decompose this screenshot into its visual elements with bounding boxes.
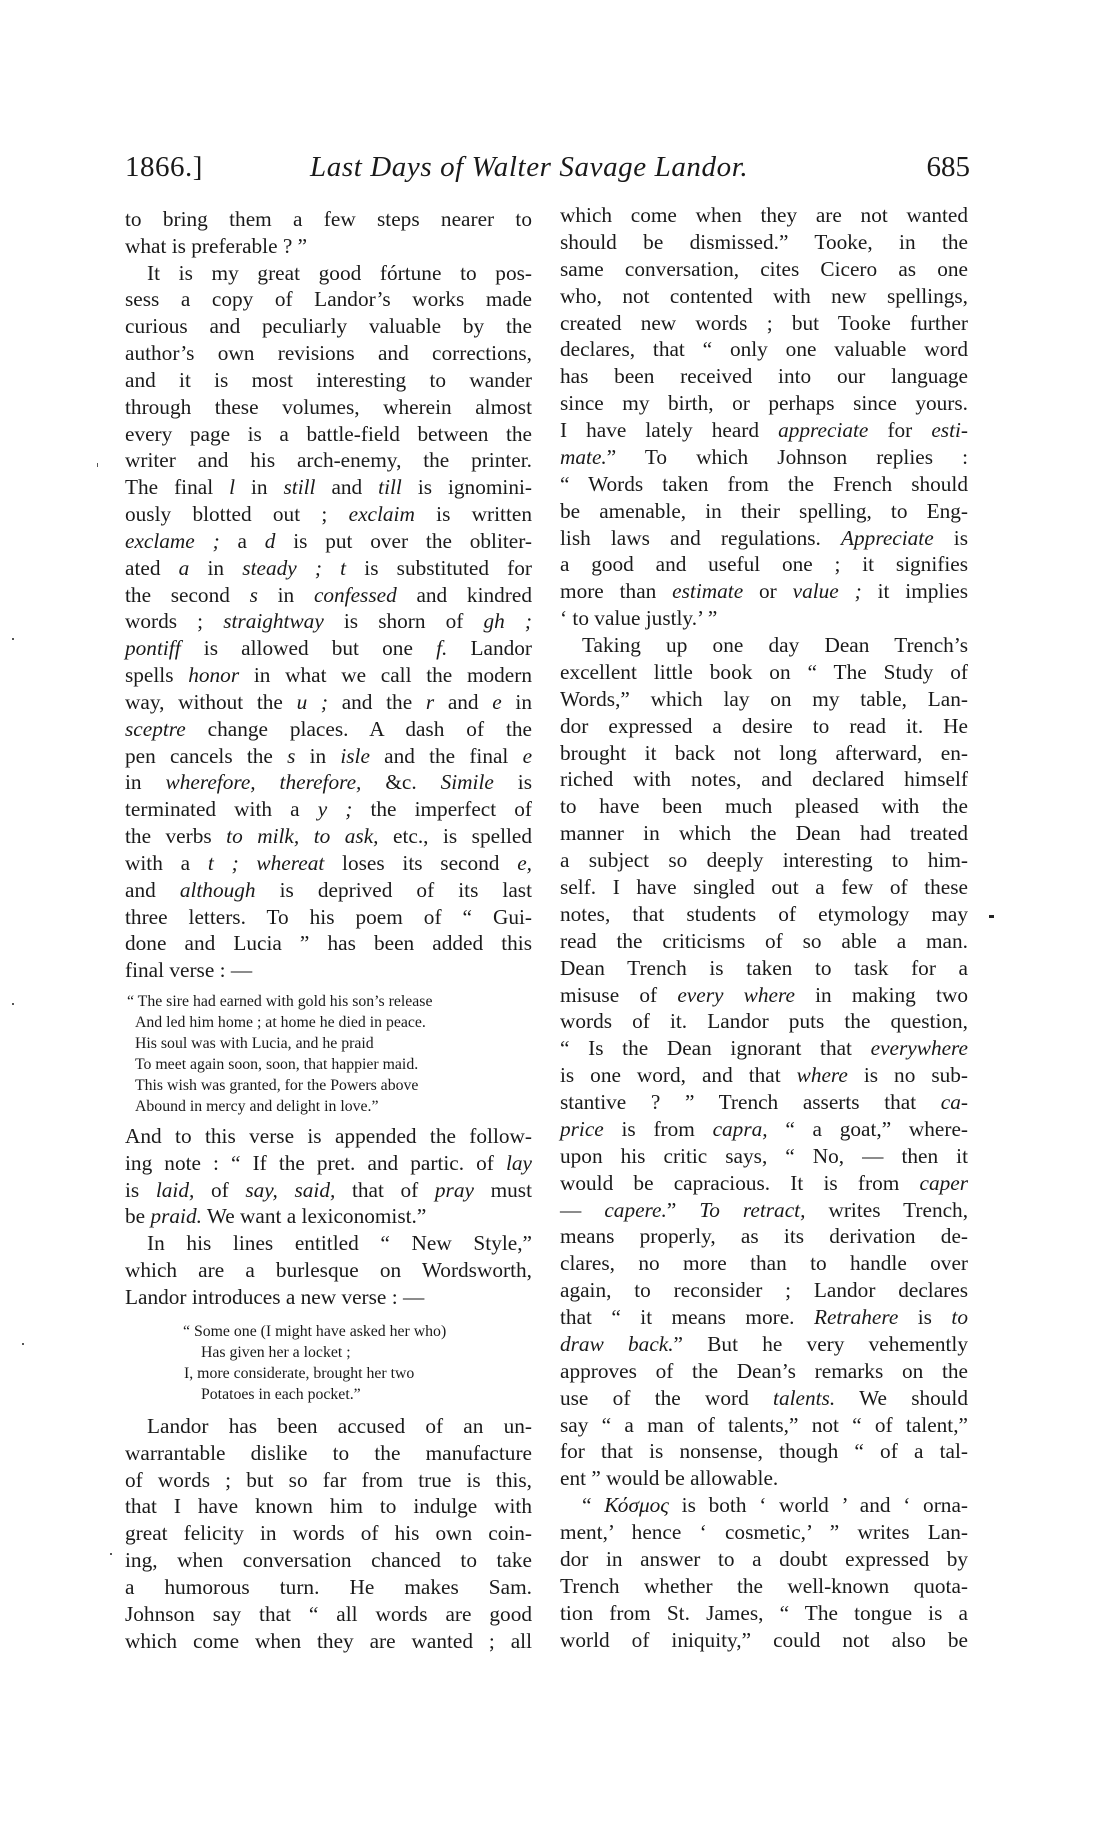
text-line: which come when they are not wanted (560, 203, 968, 227)
text-line: is laid, of say, said, that of pray must (125, 1177, 533, 1202)
text-line: through these volumes, wherein almost (125, 394, 532, 419)
text-line: “ Words taken from the French should (560, 471, 968, 496)
text-line: use of the word talents. We should (560, 1385, 968, 1410)
scan-speck (97, 463, 98, 467)
text-line: brought it back not long afterward, en- (560, 740, 968, 765)
poem-line: I, more considerate, brought her two (184, 1365, 415, 1382)
text-line: stantive ? ” Trench asserts that ca- (560, 1090, 968, 1115)
text-line: In his lines entitled “ New Style,” (147, 1231, 532, 1256)
text-line: ment,’ hence ‘ cosmetic,’ ” writes Lan- (560, 1520, 968, 1545)
text-line: — capere.” To retract, writes Trench, (560, 1197, 969, 1222)
text-line: is one word, and that where is no sub- (560, 1063, 968, 1088)
text-line: Taking up one day Dean Trench’s (582, 633, 968, 658)
text-line: writer and his arch-enemy, the printer. (125, 448, 532, 473)
text-line: ing, when conversation chanced to take (125, 1548, 532, 1573)
poem-line: “ The sire had earned with gold his son’s release (127, 993, 433, 1010)
text-line: price is from capra, “ a goat,” where- (560, 1116, 968, 1141)
poem-line: To meet again soon, soon, that happier maid. (135, 1055, 419, 1073)
text-line: for that is nonsense, though “ of a tal- (560, 1439, 968, 1464)
text-line: again, to reconsider ; Landor declares (560, 1278, 968, 1303)
running-head-date: 1866.] (125, 151, 203, 183)
scan-speck (12, 1003, 14, 1005)
text-line: It is my great good fórtune to pos- (147, 260, 532, 285)
text-line: every page is a battle-field between the (125, 421, 532, 446)
text-line: and although is deprived of its last (125, 877, 532, 902)
text-line: declares, that “ only one valuable word (560, 337, 968, 362)
text-line: would be capracious. It is from caper (560, 1170, 968, 1195)
text-line: dor expressed a desire to read it. He (560, 713, 968, 738)
text-line: read the criticisms of so able a man. (560, 928, 968, 953)
text-line: more than estimate or value ; it implies (560, 579, 968, 604)
text-line: a subject so deeply interesting to him- (560, 848, 968, 873)
text-line: curious and peculiarly valuable by the (125, 314, 532, 339)
text-line: self. I have singled out a few of these (560, 875, 968, 899)
text-line: approves of the Dean’s remarks on the (560, 1358, 968, 1383)
text-line: ing note : “ If the pret. and partic. of lay (125, 1150, 532, 1175)
poem-line: Abound in mercy and delight in love.” (135, 1097, 379, 1115)
text-line: ated a in steady ; t is substituted for (125, 555, 532, 580)
text-line: “ Κόσμος is both ‘ world ’ and ‘ orna- (582, 1493, 968, 1518)
text-line: of words ; but so far from true is this, (125, 1467, 532, 1492)
text-line: world of iniquity,” could not also be (560, 1627, 968, 1652)
page-number: 685 (926, 151, 970, 183)
text-line: three letters. To his poem of “ Gui- (125, 904, 532, 929)
text-line: and it is most interesting to wander (125, 367, 532, 392)
text-line: tion from St. James, “ The tongue is a (560, 1600, 968, 1625)
text-line: since my birth, or perhaps since yours. (560, 391, 968, 416)
text-line: be praid. We want a lexiconomist.” (125, 1204, 427, 1229)
scan-speck (110, 1553, 112, 1555)
text-line: Johnson say that “ all words are good (125, 1601, 532, 1626)
text-line: The final l in still and till is ignomini- (125, 475, 532, 500)
text-line: ent ” would be allowable. (560, 1466, 779, 1491)
text-line: a humorous turn. He makes Sam. (125, 1574, 532, 1599)
text-line: lish laws and regulations. Appreciate is (560, 525, 969, 550)
text-line: created new words ; but Tooke further (560, 310, 968, 335)
text-line: should be dismissed.” Tooke, in the (560, 229, 968, 254)
text-line: misuse of every where in making two (560, 982, 968, 1007)
text-line: which come when they are wanted ; all (125, 1628, 532, 1653)
text-line: pen cancels the s in isle and the final e (125, 743, 533, 768)
text-line: spells honor in what we call the modern (125, 663, 532, 688)
text-line: riched with notes, and declared himself (560, 767, 968, 792)
poem-line: Has given her a locket ; (201, 1344, 351, 1361)
text-line: that “ it means more. Retrahere is to (560, 1305, 968, 1330)
text-line: mate.” To which Johnson replies : (560, 444, 968, 469)
text-line: to have been much pleased with the (560, 794, 968, 819)
text-line: ously blotted out ; exclaim is written (125, 502, 532, 527)
text-line: done and Lucia ” has been added this (125, 931, 532, 956)
text-line: Words,” which lay on my table, Lan- (560, 686, 968, 711)
text-line: a good and useful one ; it signifies (560, 552, 968, 577)
text-line: And to this verse is appended the follow- (125, 1124, 532, 1148)
text-line: to bring them a few steps nearer to (125, 207, 532, 231)
text-line: the verbs to milk, to ask, etc., is spelled (125, 824, 532, 849)
poem-line: Potatoes in each pocket.” (201, 1386, 361, 1403)
poem-line: And led him home ; at home he died in peace. (135, 1013, 426, 1031)
text-line: which are a burlesque on Wordsworth, (125, 1258, 532, 1283)
text-line: who, not contented with new spellings, (560, 283, 968, 308)
text-line: exclame ; a d is put over the obliter- (125, 528, 532, 553)
poem-line: This wish was granted, for the Powers above (135, 1076, 419, 1094)
text-line: I have lately heard appreciate for esti- (560, 418, 968, 443)
text-line: be amenable, in their spelling, to Eng- (560, 498, 968, 523)
text-line: the second s in confessed and kindred (125, 582, 532, 607)
text-line: clares, no more than to handle over (560, 1251, 968, 1276)
text-line: way, without the u ; and the r and e in (125, 689, 532, 714)
text-line: pontiff is allowed but one f. Landor (125, 636, 532, 661)
text-line: means properly, as its derivation de- (560, 1224, 968, 1249)
text-line: that I have known him to indulge with (125, 1494, 532, 1519)
text-line: in wherefore, therefore, &c. Simile is (125, 770, 532, 795)
text-line: ‘ to value justly.’ ” (560, 606, 718, 631)
text-line: dor in answer to a doubt expressed by (560, 1547, 968, 1571)
running-head-title: Last Days of Walter Savage Landor. (310, 151, 749, 183)
poem-line: His soul was with Lucia, and he praid (135, 1034, 374, 1052)
text-line: manner in which the Dean had treated (560, 821, 968, 846)
text-line: same conversation, cites Cicero as one (560, 256, 968, 281)
scan-speck (12, 638, 14, 640)
text-line: draw back.” But he very vehemently (560, 1331, 968, 1356)
text-line: upon his critic says, “ No, — then it (560, 1143, 968, 1168)
text-line: “ Is the Dean ignorant that everywhere (560, 1036, 968, 1061)
scan-speck (22, 1343, 24, 1345)
text-line: with a t ; whereat loses its second e, (125, 850, 533, 875)
text-line: words of it. Landor puts the question, (560, 1009, 968, 1034)
text-line: warrantable dislike to the manufacture (125, 1440, 532, 1465)
poem-line: “ Some one (I might have asked her who) (183, 1323, 447, 1340)
text-line: Dean Trench is taken to task for a (560, 955, 968, 980)
text-line: Landor introduces a new verse : — (125, 1284, 425, 1309)
text-line: Trench whether the well-known quota- (560, 1573, 968, 1598)
text-line: excellent little book on “ The Study of (560, 659, 968, 684)
margin-mark (989, 915, 994, 918)
text-line: notes, that students of etymology may (560, 901, 968, 926)
text-line: great felicity in words of his own coin- (125, 1521, 532, 1546)
text-line: what is preferable ? ” (125, 233, 308, 258)
text-line: has been received into our language (560, 364, 968, 389)
text-line: final verse : — (125, 958, 253, 983)
text-line: terminated with a y ; the imperfect of (125, 797, 532, 822)
text-line: Landor has been accused of an un- (147, 1414, 532, 1438)
text-line: sceptre change places. A dash of the (125, 716, 532, 741)
text-line: say “ a man of talents,” not “ of talent,” (560, 1412, 968, 1437)
text-line: words ; straightway is shorn of gh ; (125, 609, 532, 634)
text-line: author’s own revisions and corrections, (125, 341, 532, 366)
text-line: sess a copy of Landor’s works made (125, 287, 532, 312)
